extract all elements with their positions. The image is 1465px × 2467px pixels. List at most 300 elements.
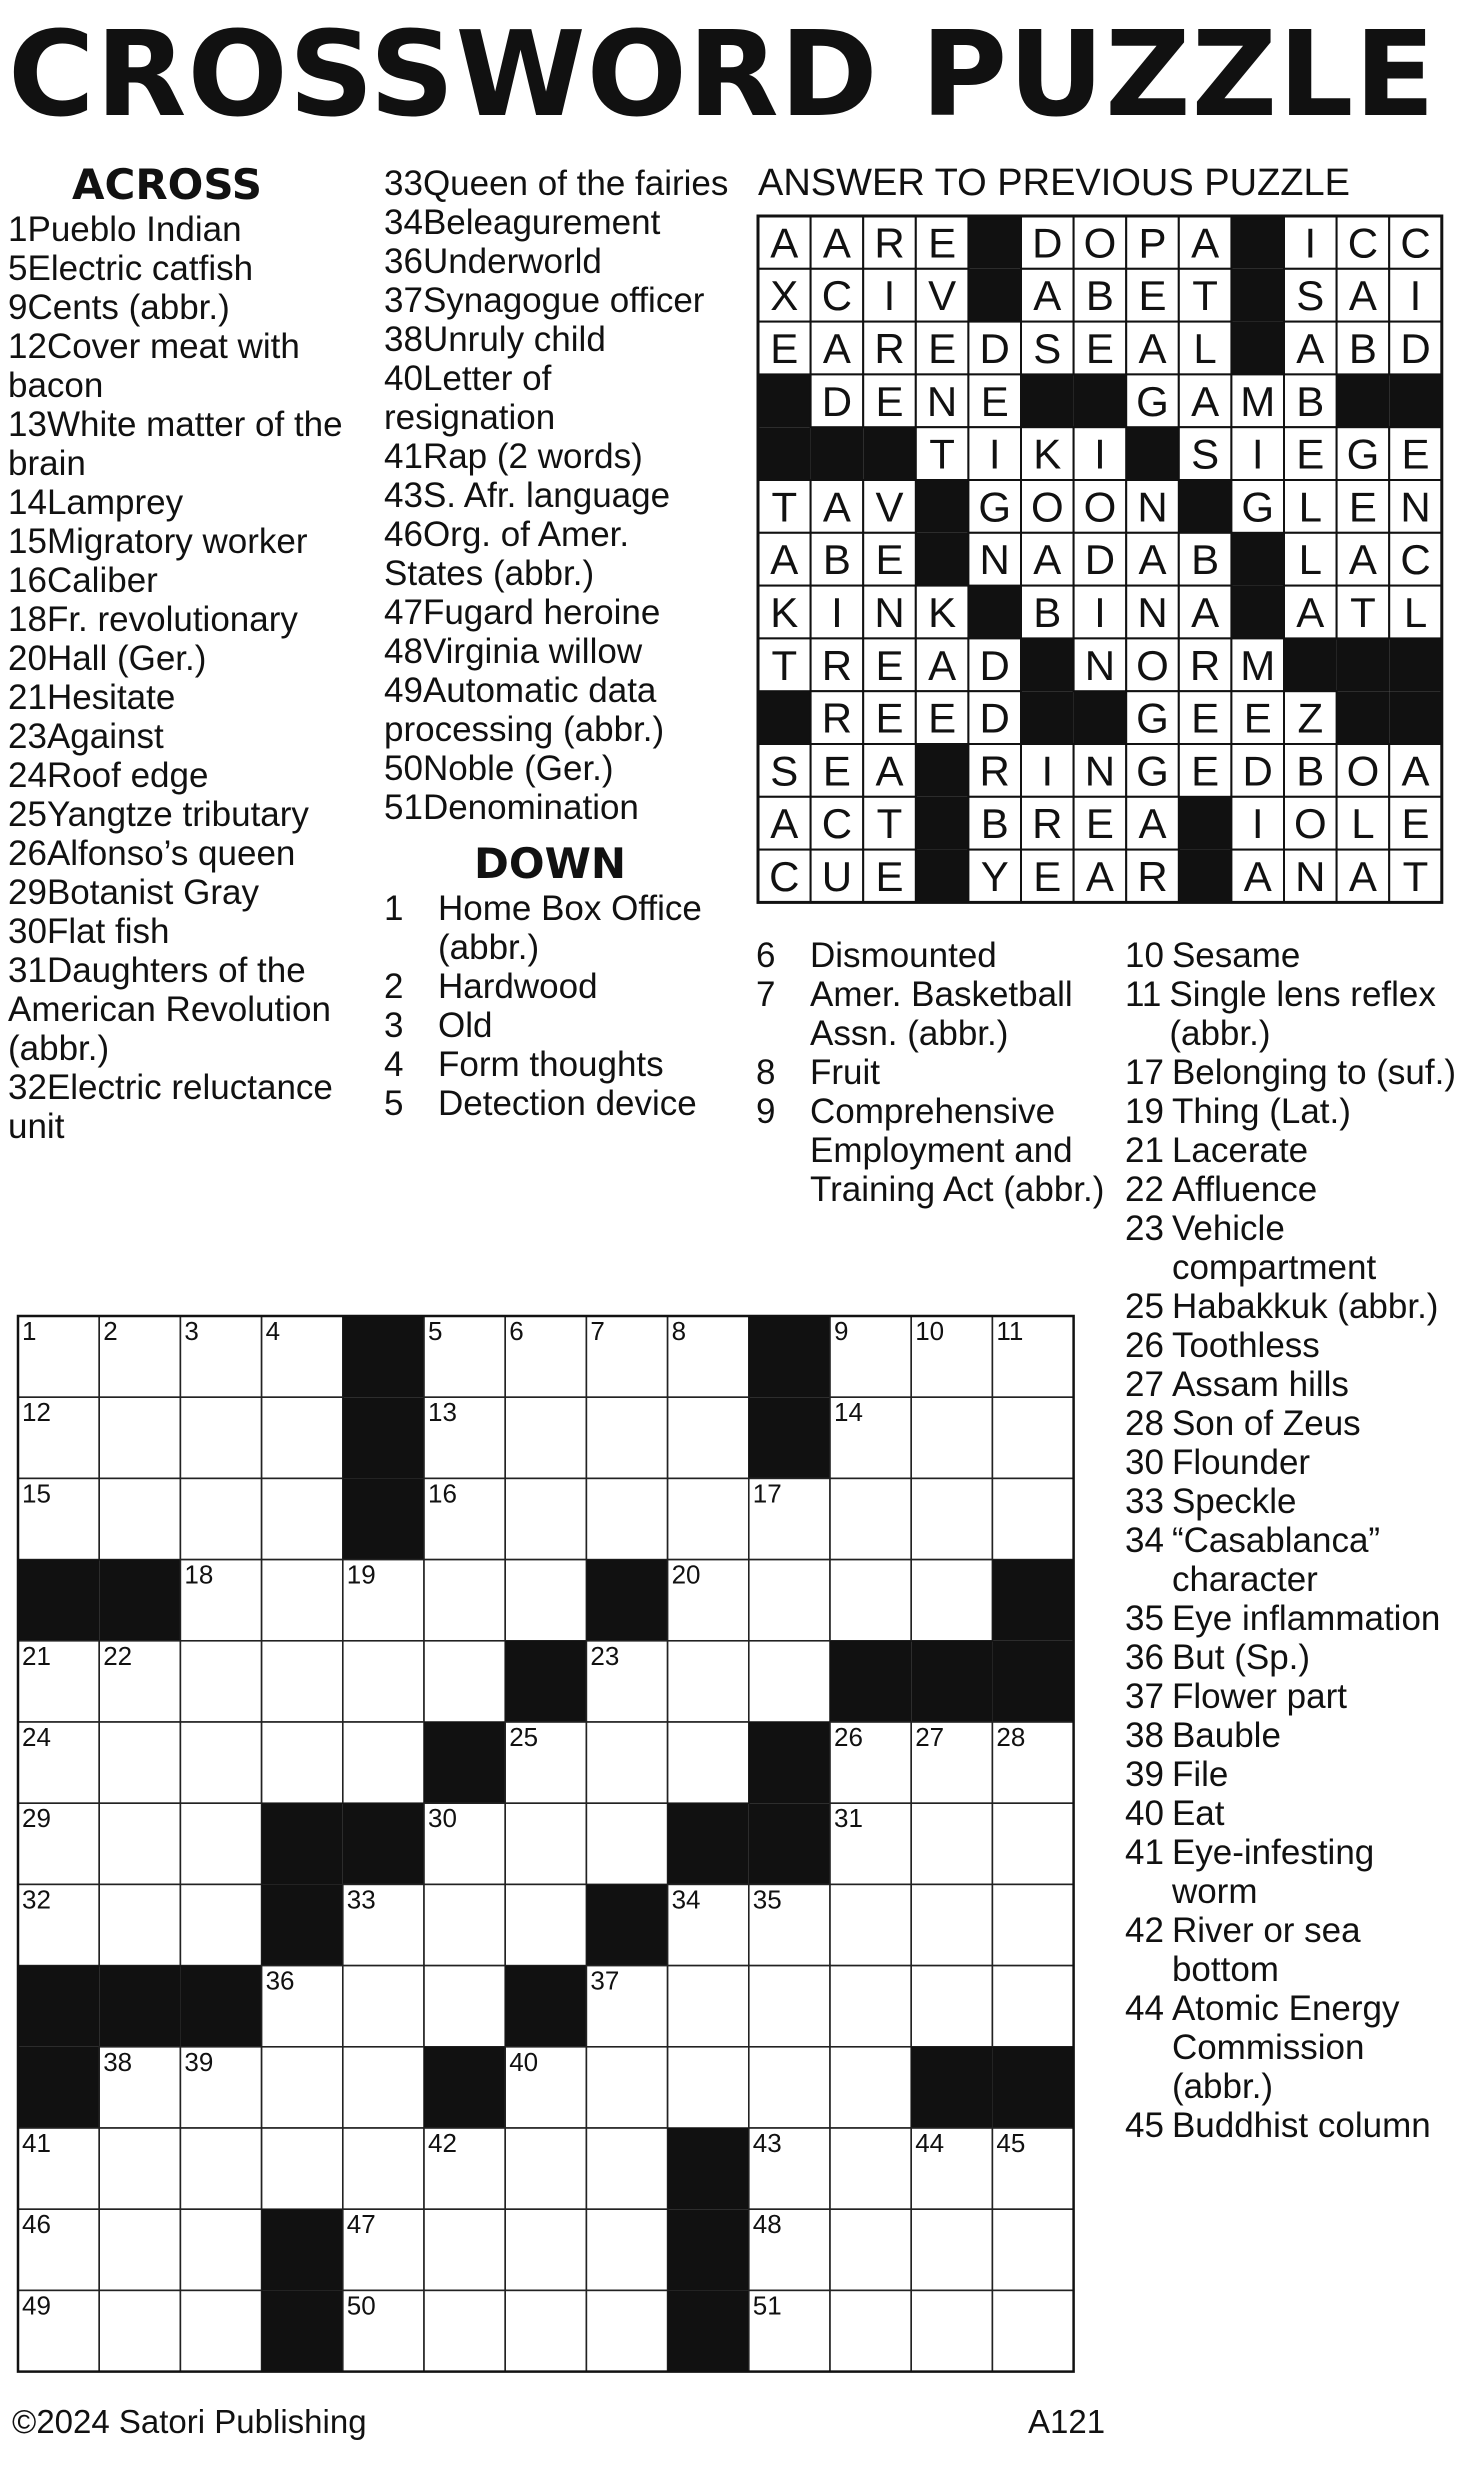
answer-letter: G — [978, 483, 1012, 531]
clue-text: Flounder — [1171, 1443, 1311, 1482]
clue-text: Fugard heroine — [422, 593, 661, 632]
clue-item — [384, 476, 729, 515]
answer-letter: L — [1403, 589, 1428, 636]
grid-cell — [668, 1641, 749, 1722]
clue-text: Unruly child — [422, 320, 606, 359]
clue-number: 28 — [1125, 1404, 1164, 1443]
clue-item — [384, 671, 729, 749]
cell-number: 8 — [671, 1316, 687, 1346]
clue-text: Yangtze tributary — [46, 795, 309, 834]
cell-number: 20 — [671, 1559, 701, 1590]
clue-number: 19 — [1125, 1092, 1164, 1131]
clue-item — [8, 288, 373, 327]
answer-letter: E — [928, 219, 957, 267]
grid-cell — [911, 1478, 992, 1559]
answer-block — [1021, 638, 1074, 691]
clue-number: 50 — [384, 749, 423, 788]
clue-number: 21 — [8, 678, 47, 717]
clue-item — [8, 639, 373, 678]
answer-letter: A — [1348, 272, 1377, 320]
grid-cell — [99, 1722, 180, 1803]
answer-letter: E — [770, 325, 799, 372]
clue-text: Assam hills — [1171, 1365, 1349, 1404]
clue-item — [756, 1092, 1116, 1209]
cell-number: 42 — [428, 2128, 457, 2158]
answer-block — [1179, 797, 1232, 850]
answer-letter: N — [1137, 483, 1168, 531]
cell-number: 30 — [428, 1803, 457, 1834]
answer-letter: K — [1033, 430, 1062, 478]
clue-text: Eye inflammation — [1171, 1599, 1441, 1638]
answer-letter: R — [1189, 641, 1221, 689]
grid-cell — [99, 2290, 180, 2371]
grid-cell — [424, 1641, 505, 1722]
answer-letter: C — [1347, 219, 1379, 267]
grid-cell — [668, 1966, 749, 2047]
answer-letter: A — [1138, 325, 1167, 372]
answer-letter: A — [822, 483, 851, 531]
grid-cell — [911, 2290, 992, 2371]
answer-letter: C — [821, 800, 853, 848]
clue-item — [1125, 1092, 1460, 1131]
cell-number: 32 — [22, 1884, 51, 1915]
grid-cell — [586, 2290, 667, 2371]
clue-number: 24 — [8, 756, 47, 795]
clue-item — [8, 912, 373, 951]
clue-item — [1125, 1599, 1460, 1638]
answer-letter: R — [979, 747, 1010, 795]
answer-letter: D — [979, 325, 1010, 372]
clue-number: 40 — [384, 359, 423, 398]
answer-letter: E — [875, 377, 904, 425]
clue-number: 25 — [8, 795, 47, 834]
grid-block — [262, 2290, 343, 2371]
answer-letter: N — [1400, 483, 1431, 531]
clue-number: 1 — [8, 210, 28, 249]
grid-block — [262, 2209, 343, 2290]
clue-item — [1125, 1326, 1460, 1365]
grid-block — [99, 1966, 180, 2047]
answer-letter: E — [822, 747, 851, 795]
grid-block — [505, 1966, 586, 2047]
answer-block — [1337, 691, 1390, 744]
clue-item — [1125, 1131, 1460, 1170]
grid-block — [262, 1884, 343, 1965]
grid-cell — [99, 1803, 180, 1884]
clue-item — [384, 1045, 729, 1084]
clue-item — [384, 515, 729, 593]
answer-letter: G — [1136, 747, 1169, 795]
answer-block — [1389, 374, 1442, 427]
cell-number: 5 — [428, 1316, 443, 1346]
clue-number: 47 — [384, 593, 423, 632]
answer-letter: P — [1138, 219, 1167, 267]
cell-number: 50 — [346, 2290, 376, 2321]
grid-cell — [180, 1803, 261, 1884]
clue-number: 6 — [756, 936, 776, 975]
previous-answer-title: ANSWER TO PREVIOUS PUZZLE — [758, 162, 1350, 204]
grid-cell — [180, 1722, 261, 1803]
answer-letter: E — [928, 325, 957, 372]
page-code: A121 — [1028, 2403, 1106, 2440]
clue-text: Amer. Basketball Assn. (abbr.) — [810, 975, 1073, 1053]
answer-letter: D — [979, 694, 1010, 742]
grid-cell — [262, 1641, 343, 1722]
clue-text: Roof edge — [46, 756, 209, 795]
clue-item — [1125, 1677, 1460, 1716]
answer-letter: I — [1094, 589, 1106, 636]
cell-number: 29 — [22, 1803, 51, 1834]
answer-letter: T — [876, 800, 903, 848]
answer-letter: K — [770, 589, 799, 636]
cell-number: 47 — [346, 2209, 376, 2240]
clue-item — [384, 788, 729, 827]
clue-number: 5 — [8, 249, 28, 288]
grid-cell — [586, 2209, 667, 2290]
grid-block — [992, 2047, 1073, 2128]
answer-letter: E — [1085, 800, 1114, 848]
clue-number: 27 — [1125, 1365, 1164, 1404]
answer-block — [916, 850, 969, 903]
grid-cell — [262, 2047, 343, 2128]
grid-cell — [586, 1397, 667, 1478]
grid-block — [992, 1560, 1073, 1641]
across-clues-column-2 — [384, 164, 729, 1123]
clue-number: 33 — [384, 164, 423, 203]
page-title: CROSSWORD PUZZLE — [8, 5, 1437, 143]
grid-block — [262, 1803, 343, 1884]
clue-item — [8, 483, 373, 522]
clue-text: Bauble — [1171, 1716, 1281, 1755]
cell-number: 51 — [752, 2290, 782, 2321]
grid-cell — [424, 2209, 505, 2290]
clue-text: Detection device — [438, 1084, 697, 1123]
clue-text: Cents (abbr.) — [27, 288, 230, 327]
cell-number: 33 — [346, 1884, 376, 1915]
cell-number: 7 — [590, 1316, 605, 1346]
clue-text: Rap (2 words) — [422, 437, 643, 476]
answer-letter: B — [1085, 272, 1114, 320]
answer-letter: R — [1032, 800, 1063, 848]
grid-block — [343, 1316, 424, 1397]
clue-item — [384, 203, 729, 242]
clue-number: 44 — [1125, 1989, 1164, 2028]
clue-item — [384, 320, 729, 359]
clue-text: Letter of resignation — [384, 359, 556, 437]
clue-text: Eat — [1171, 1794, 1225, 1833]
grid-cell — [180, 2209, 261, 2290]
clue-item — [8, 561, 373, 600]
answer-letter: I — [1094, 430, 1106, 478]
clue-item — [1125, 1755, 1460, 1794]
grid-cell — [992, 1966, 1073, 2047]
clue-number: 30 — [1125, 1443, 1164, 1482]
grid-block — [911, 2047, 992, 2128]
clue-item — [8, 678, 373, 717]
cell-number: 35 — [752, 1884, 782, 1915]
cell-number: 38 — [103, 2046, 133, 2077]
clue-number: 13 — [8, 405, 47, 444]
clue-number: 21 — [1125, 1131, 1164, 1170]
grid-cell — [830, 1560, 911, 1641]
clue-item — [8, 600, 373, 639]
clue-item — [8, 795, 373, 834]
clue-number: 5 — [384, 1084, 404, 1123]
grid-block — [343, 1397, 424, 1478]
grid-cell — [992, 1478, 1073, 1559]
answer-letter: A — [1138, 536, 1167, 584]
answer-block — [1074, 691, 1127, 744]
clue-item — [8, 756, 373, 795]
grid-cell — [911, 1884, 992, 1965]
across-list-1 — [8, 210, 373, 1146]
cell-number: 21 — [22, 1640, 51, 1671]
clue-number: 33 — [1125, 1482, 1164, 1521]
clue-text: Denomination — [422, 788, 639, 827]
grid-cell — [262, 1722, 343, 1803]
grid-block — [18, 1966, 99, 2047]
clue-text: Hardwood — [438, 967, 598, 1006]
clue-text: Vehicle compartment — [1171, 1209, 1377, 1287]
clue-text: Migratory worker — [46, 522, 308, 561]
clue-text: Atomic Energy Commission (abbr.) — [1171, 1989, 1400, 2106]
grid-block — [749, 1722, 830, 1803]
grid-cell — [505, 2209, 586, 2290]
cell-number: 26 — [834, 1722, 863, 1752]
clue-item — [1125, 1794, 1460, 1833]
across-list-2 — [384, 164, 729, 827]
clue-text: Queen of the fairies — [422, 164, 729, 203]
clue-text: Synagogue officer — [422, 281, 705, 320]
grid-cell — [992, 2290, 1073, 2371]
answer-letter: I — [883, 272, 896, 320]
grid-cell — [830, 1478, 911, 1559]
grid-cell — [99, 1478, 180, 1559]
answer-letter: I — [831, 589, 843, 636]
grid-cell — [992, 1884, 1073, 1965]
answer-letter: E — [1138, 272, 1167, 320]
answer-letter: A — [875, 747, 904, 795]
clue-number: 34 — [384, 203, 423, 242]
grid-cell — [424, 1884, 505, 1965]
cell-number: 41 — [22, 2128, 51, 2158]
grid-block — [180, 1966, 261, 2047]
previous-answer-grid — [756, 214, 1442, 914]
answer-letter: A — [1296, 325, 1325, 372]
clue-text: Lacerate — [1171, 1131, 1309, 1170]
grid-cell — [262, 2128, 343, 2209]
answer-letter: E — [875, 694, 904, 742]
answer-letter: L — [1298, 536, 1322, 584]
clue-item — [1125, 1365, 1460, 1404]
clue-text: Old — [438, 1006, 493, 1045]
clue-number: 9 — [756, 1092, 776, 1131]
answer-block — [916, 480, 969, 533]
grid-block — [668, 2128, 749, 2209]
answer-letter: S — [1033, 325, 1062, 372]
down-list-2 — [756, 936, 1116, 1209]
cell-number: 2 — [103, 1316, 118, 1346]
clue-item — [384, 632, 729, 671]
answer-letter: N — [1137, 589, 1168, 636]
clue-number: 39 — [1125, 1755, 1164, 1794]
answer-letter: N — [1084, 747, 1116, 795]
grid-cell — [992, 1803, 1073, 1884]
clue-text: Belonging to (suf.) — [1171, 1053, 1456, 1092]
answer-block — [968, 216, 1021, 269]
answer-letter: A — [822, 219, 851, 267]
answer-letter: R — [1137, 853, 1168, 900]
cell-number: 34 — [671, 1884, 701, 1915]
clue-number: 46 — [384, 515, 423, 554]
clue-number: 26 — [1125, 1326, 1164, 1365]
clue-item — [1125, 2106, 1460, 2145]
clue-number: 38 — [384, 320, 423, 359]
grid-cell — [830, 1966, 911, 2047]
clue-number: 15 — [8, 522, 47, 561]
grid-cell — [99, 1397, 180, 1478]
answer-letter: G — [1136, 377, 1169, 425]
down-list-1 — [384, 889, 729, 1123]
grid-block — [424, 1722, 505, 1803]
cell-number: 18 — [184, 1559, 214, 1590]
cell-number: 13 — [428, 1397, 457, 1428]
clue-text: Buddhist column — [1171, 2106, 1431, 2145]
grid-cell — [992, 1397, 1073, 1478]
answer-letter: R — [821, 694, 853, 742]
clue-text: Fruit — [810, 1053, 880, 1092]
answer-letter: L — [1298, 483, 1322, 531]
answer-letter: A — [1191, 377, 1220, 425]
answer-block — [1231, 586, 1284, 639]
clue-item — [384, 967, 729, 1006]
answer-letter: A — [1401, 747, 1430, 795]
clue-item — [756, 936, 1116, 975]
clue-item — [8, 327, 373, 405]
answer-letter: A — [770, 800, 799, 848]
clue-text: Flat fish — [46, 912, 170, 951]
answer-block — [1284, 638, 1337, 691]
clue-text: Toothless — [1171, 1326, 1320, 1365]
clue-text: Org. of Amer. States (abbr.) — [384, 515, 630, 593]
answer-letter: B — [1348, 325, 1377, 372]
grid-block — [424, 2047, 505, 2128]
cell-number: 44 — [915, 2128, 945, 2158]
clue-item — [8, 249, 373, 288]
clue-number: 29 — [8, 873, 47, 912]
grid-cell — [668, 1478, 749, 1559]
cell-number: 1 — [22, 1316, 37, 1346]
answer-letter: S — [770, 747, 799, 795]
answer-letter: A — [1191, 589, 1220, 636]
cell-number: 39 — [184, 2046, 214, 2077]
clue-item — [1125, 1404, 1460, 1443]
answer-letter: O — [1083, 219, 1117, 267]
answer-letter: A — [1348, 853, 1377, 900]
cell-number: 28 — [996, 1722, 1026, 1752]
clue-text: Affluence — [1171, 1170, 1318, 1209]
clue-item — [756, 1053, 1116, 1092]
clue-item — [1125, 1482, 1460, 1521]
answer-letter: N — [1295, 853, 1326, 900]
clue-text: Habakkuk (abbr.) — [1171, 1287, 1439, 1326]
clue-text: Electric catfish — [27, 249, 254, 288]
grid-cell — [99, 2209, 180, 2290]
answer-letter: T — [771, 641, 798, 689]
cell-number: 11 — [996, 1316, 1024, 1346]
answer-letter: G — [1346, 430, 1380, 478]
answer-letter: X — [770, 272, 799, 320]
answer-block — [1126, 427, 1179, 480]
answer-letter: V — [928, 272, 957, 320]
answer-letter: B — [1296, 747, 1325, 795]
clue-text: Daughters of the American Revolution (abbr.) — [8, 951, 331, 1068]
answer-letter: C — [821, 272, 853, 320]
answer-block — [758, 691, 811, 744]
grid-cell — [749, 1560, 830, 1641]
clue-item — [1125, 1170, 1460, 1209]
grid-cell — [830, 1884, 911, 1965]
answer-letter: B — [822, 536, 851, 584]
grid-cell — [262, 1560, 343, 1641]
answer-letter: E — [1033, 853, 1062, 900]
clue-number: 23 — [8, 717, 47, 756]
answer-letter: V — [875, 483, 904, 531]
answer-letter: S — [1296, 272, 1325, 320]
answer-letter: T — [1402, 853, 1429, 900]
answer-letter: T — [929, 430, 955, 478]
clue-text: Lamprey — [46, 483, 184, 522]
clue-item — [8, 522, 373, 561]
clue-number: 34 — [1125, 1521, 1164, 1560]
clue-number: 36 — [384, 242, 423, 281]
answer-letter: I — [1251, 800, 1264, 848]
answer-letter: E — [928, 694, 957, 742]
answer-block — [1231, 269, 1284, 322]
clue-item — [1125, 1638, 1460, 1677]
grid-cell — [505, 1803, 586, 1884]
answer-letter: G — [1241, 483, 1275, 531]
clue-item — [384, 281, 729, 320]
cell-number: 16 — [428, 1478, 457, 1509]
clue-text: Speckle — [1171, 1482, 1297, 1521]
grid-cell — [343, 1641, 424, 1722]
answer-letter: D — [1032, 219, 1063, 267]
clue-number: 11 — [1125, 975, 1162, 1014]
cell-number: 27 — [915, 1722, 945, 1752]
cell-number: 15 — [22, 1478, 51, 1509]
grid-cell — [180, 2290, 261, 2371]
clue-number: 18 — [8, 600, 47, 639]
grid-block — [668, 2209, 749, 2290]
cell-number: 23 — [590, 1640, 620, 1671]
answer-block — [1389, 638, 1442, 691]
answer-block — [1231, 533, 1284, 586]
clue-text: Form thoughts — [438, 1045, 664, 1084]
grid-cell — [911, 1966, 992, 2047]
answer-letter: K — [928, 589, 957, 636]
answer-letter: L — [1193, 325, 1217, 372]
grid-cell — [505, 1884, 586, 1965]
answer-letter: B — [1033, 589, 1062, 636]
answer-block — [968, 269, 1021, 322]
clue-item — [384, 164, 729, 203]
grid-cell — [505, 1478, 586, 1559]
clue-number: 45 — [1125, 2106, 1164, 2145]
answer-letter: I — [1251, 430, 1264, 478]
clue-text: Home Box Office (abbr.) — [438, 889, 702, 967]
clue-item — [384, 359, 729, 437]
